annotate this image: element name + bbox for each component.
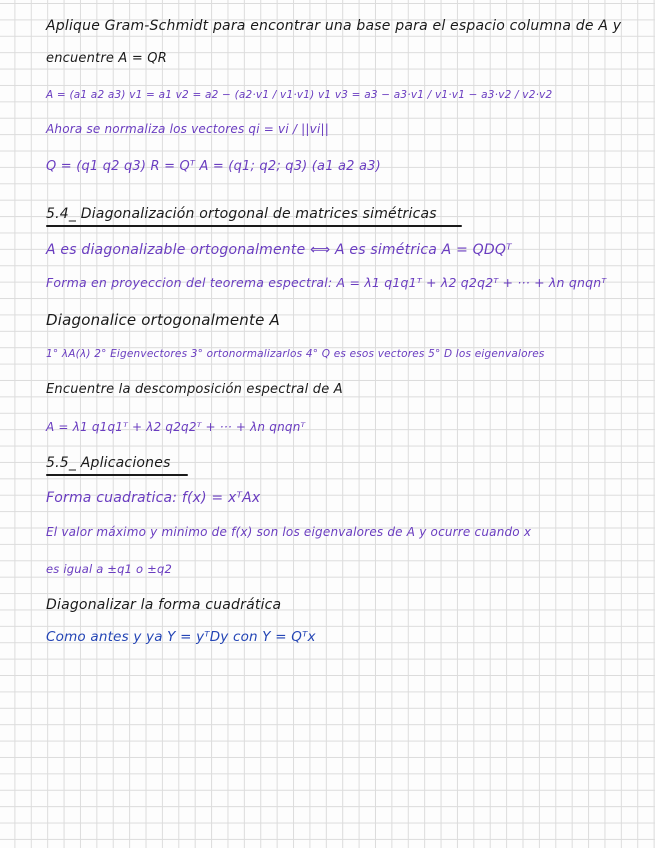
note-line-10-steps: 1° λA(λ) 2° Eigenvectores 3° ortonormalizarlos 4° Q es esos vectores 5° D los eigenvalores <box>46 348 545 360</box>
note-line-16: es igual a ±q1 o ±q2 <box>46 562 172 576</box>
note-line-18: Como antes y ya Y = yᵀDy con Y = Qᵀx <box>46 629 316 645</box>
note-line-2: encuentre A = QR <box>46 51 167 66</box>
section-heading-5-5: 5.5_ Aplicaciones <box>46 455 171 471</box>
note-line-15: El valor máximo y minimo de f(x) son los eigenvalores de A y ocurre cuando x <box>46 525 532 539</box>
note-line-3-gram-schmidt-formulas: A = (a1 a2 a3) v1 = a1 v2 = a2 − (a2·v1 / v1·v1) v1 v3 = a3 − a3·v1 / v1·v1 − a3·v2 / v2·v2 <box>46 89 553 101</box>
note-line-12-spectral-decomposition: A = λ1 q1q1ᵀ + λ2 q2q2ᵀ + ··· + λn qnqnᵀ <box>46 420 306 434</box>
section-5-4-underline <box>46 225 462 227</box>
section-heading-5-4: 5.4_ Diagonalización ortogonal de matrices simétricas <box>46 206 437 222</box>
note-line-8-spectral-projection: Forma en proyeccion del teorema espectral: A = λ1 q1q1ᵀ + λ2 q2q2ᵀ + ··· + λn qnqnᵀ <box>46 275 607 290</box>
note-line-11: Encuentre la descomposición espectral de A <box>46 382 343 397</box>
section-5-5-underline <box>46 474 188 476</box>
note-line-14-quadratic-form: Forma cuadratica: f(x) = xᵀAx <box>46 490 261 506</box>
note-line-5-q-r-matrices: Q = (q1 q2 q3) R = Qᵀ A = (q1; q2; q3) (a1 a2 a3) <box>46 159 381 174</box>
note-line-7: A es diagonalizable ortogonalmente ⟺ A es simétrica A = QDQᵀ <box>46 242 512 258</box>
note-line-1: Aplique Gram-Schmidt para encontrar una base para el espacio columna de A y <box>46 18 622 34</box>
note-line-4: Ahora se normaliza los vectores qi = vi / ||vi|| <box>46 122 329 136</box>
note-line-17: Diagonalizar la forma cuadrática <box>46 597 282 613</box>
note-line-9: Diagonalice ortogonalmente A <box>46 311 280 329</box>
